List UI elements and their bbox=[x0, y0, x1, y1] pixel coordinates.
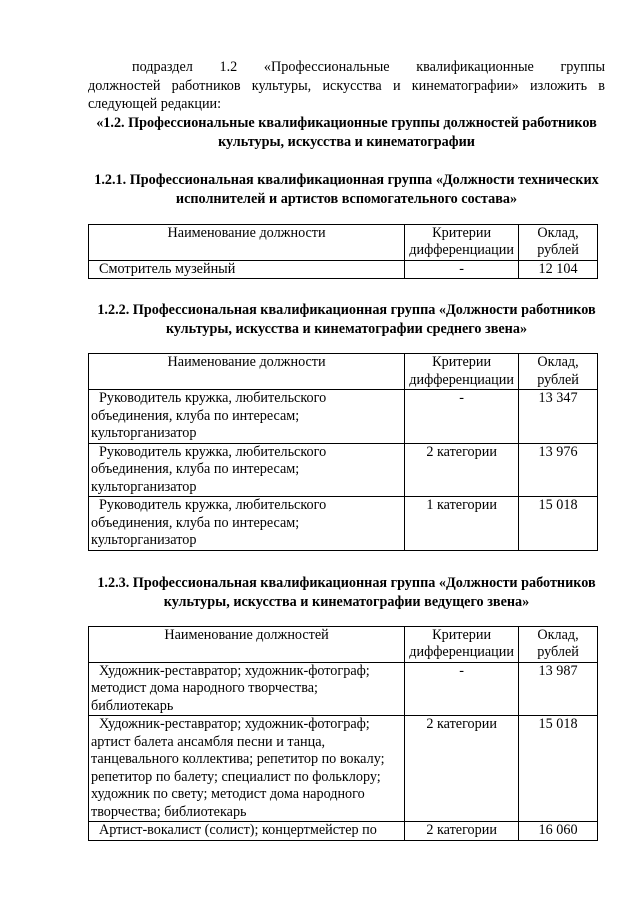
column-header-criteria: Критерии дифференциации bbox=[405, 626, 519, 662]
cell-salary: 13 987 bbox=[519, 662, 598, 716]
section-heading-1-2-3: 1.2.3. Профессиональная квалификационная группа «Должности работников культуры, искусства и кинематографии ведущего звена» bbox=[97, 574, 596, 610]
cell-criteria: 1 категории bbox=[405, 497, 519, 551]
column-header-name: Наименование должности bbox=[89, 224, 405, 260]
table-row bbox=[89, 443, 598, 497]
cell-salary: 12 104 bbox=[519, 260, 598, 279]
cell-salary: 15 018 bbox=[519, 716, 598, 822]
intro-first-line: подраздел 1.2 «Профессиональные квалификационные группы bbox=[132, 59, 605, 75]
table-1-2-1 bbox=[88, 224, 598, 280]
table-header-row bbox=[89, 626, 598, 662]
cell-salary: 13 347 bbox=[519, 390, 598, 444]
table-header-row bbox=[89, 224, 598, 260]
document-page bbox=[88, 58, 605, 841]
column-header-criteria: Критерии дифференциации bbox=[405, 224, 519, 260]
cell-criteria: - bbox=[405, 260, 519, 279]
cell-position-name: Художник-реставратор; художник-фотограф; методист дома народного творчества; библиотекарь bbox=[89, 662, 405, 716]
table-row bbox=[89, 497, 598, 551]
column-header-name: Наименование должностей bbox=[89, 626, 405, 662]
intro-rest: должностей работников культуры, искусства и кинематографии» изложить в следующей редакции: bbox=[88, 77, 605, 112]
section-heading-1-2-2: 1.2.2. Профессиональная квалификационная группа «Должности работников культуры, искусства и кинематографии среднего звена» bbox=[97, 302, 596, 337]
cell-criteria: - bbox=[405, 662, 519, 716]
cell-position-name: Смотритель музейный bbox=[89, 260, 405, 279]
table-1-2-3 bbox=[88, 626, 598, 841]
cell-salary: 16 060 bbox=[519, 822, 598, 841]
cell-criteria: 2 категории bbox=[405, 716, 519, 822]
cell-salary: 13 976 bbox=[519, 443, 598, 497]
intro-paragraph bbox=[88, 58, 605, 114]
cell-salary: 15 018 bbox=[519, 497, 598, 551]
table-header-row bbox=[89, 354, 598, 390]
cell-position-name: Артист-вокалист (солист); концертмейстер по bbox=[89, 822, 405, 841]
column-header-salary: Оклад, рублей bbox=[519, 626, 598, 662]
table-row bbox=[89, 716, 598, 822]
column-header-salary: Оклад, рублей bbox=[519, 354, 598, 390]
table-row bbox=[89, 390, 598, 444]
table-row bbox=[89, 822, 598, 841]
column-header-criteria: Критерии дифференциации bbox=[405, 354, 519, 390]
cell-position-name: Художник-реставратор; художник-фотограф; артист балета ансамбля песни и танца, танцевального коллектива; репетитор по вокалу; репетитор по балету; специалист по фольклору; художник по свету; методист дома народного творчества; библиотекарь bbox=[89, 716, 405, 822]
cell-criteria: - bbox=[405, 390, 519, 444]
cell-position-name: Руководитель кружка, любительского объединения, клуба по интересам; культорганизатор bbox=[89, 390, 405, 444]
column-header-name: Наименование должности bbox=[89, 354, 405, 390]
cell-position-name: Руководитель кружка, любительского объединения, клуба по интересам; культорганизатор bbox=[89, 497, 405, 551]
table-row bbox=[89, 260, 598, 279]
table-1-2-2 bbox=[88, 353, 598, 551]
cell-criteria: 2 категории bbox=[405, 443, 519, 497]
cell-position-name: Руководитель кружка, любительского объединения, клуба по интересам; культорганизатор bbox=[89, 443, 405, 497]
main-heading: «1.2. Профессиональные квалификационные группы должностей работников культуры, искусства и кинематографии bbox=[96, 114, 597, 150]
section-heading-1-2-1: 1.2.1. Профессиональная квалификационная группа «Должности технических исполнителей и артистов вспомогательного состава» bbox=[94, 171, 599, 207]
column-header-salary: Оклад, рублей bbox=[519, 224, 598, 260]
cell-criteria: 2 категории bbox=[405, 822, 519, 841]
table-row bbox=[89, 662, 598, 716]
